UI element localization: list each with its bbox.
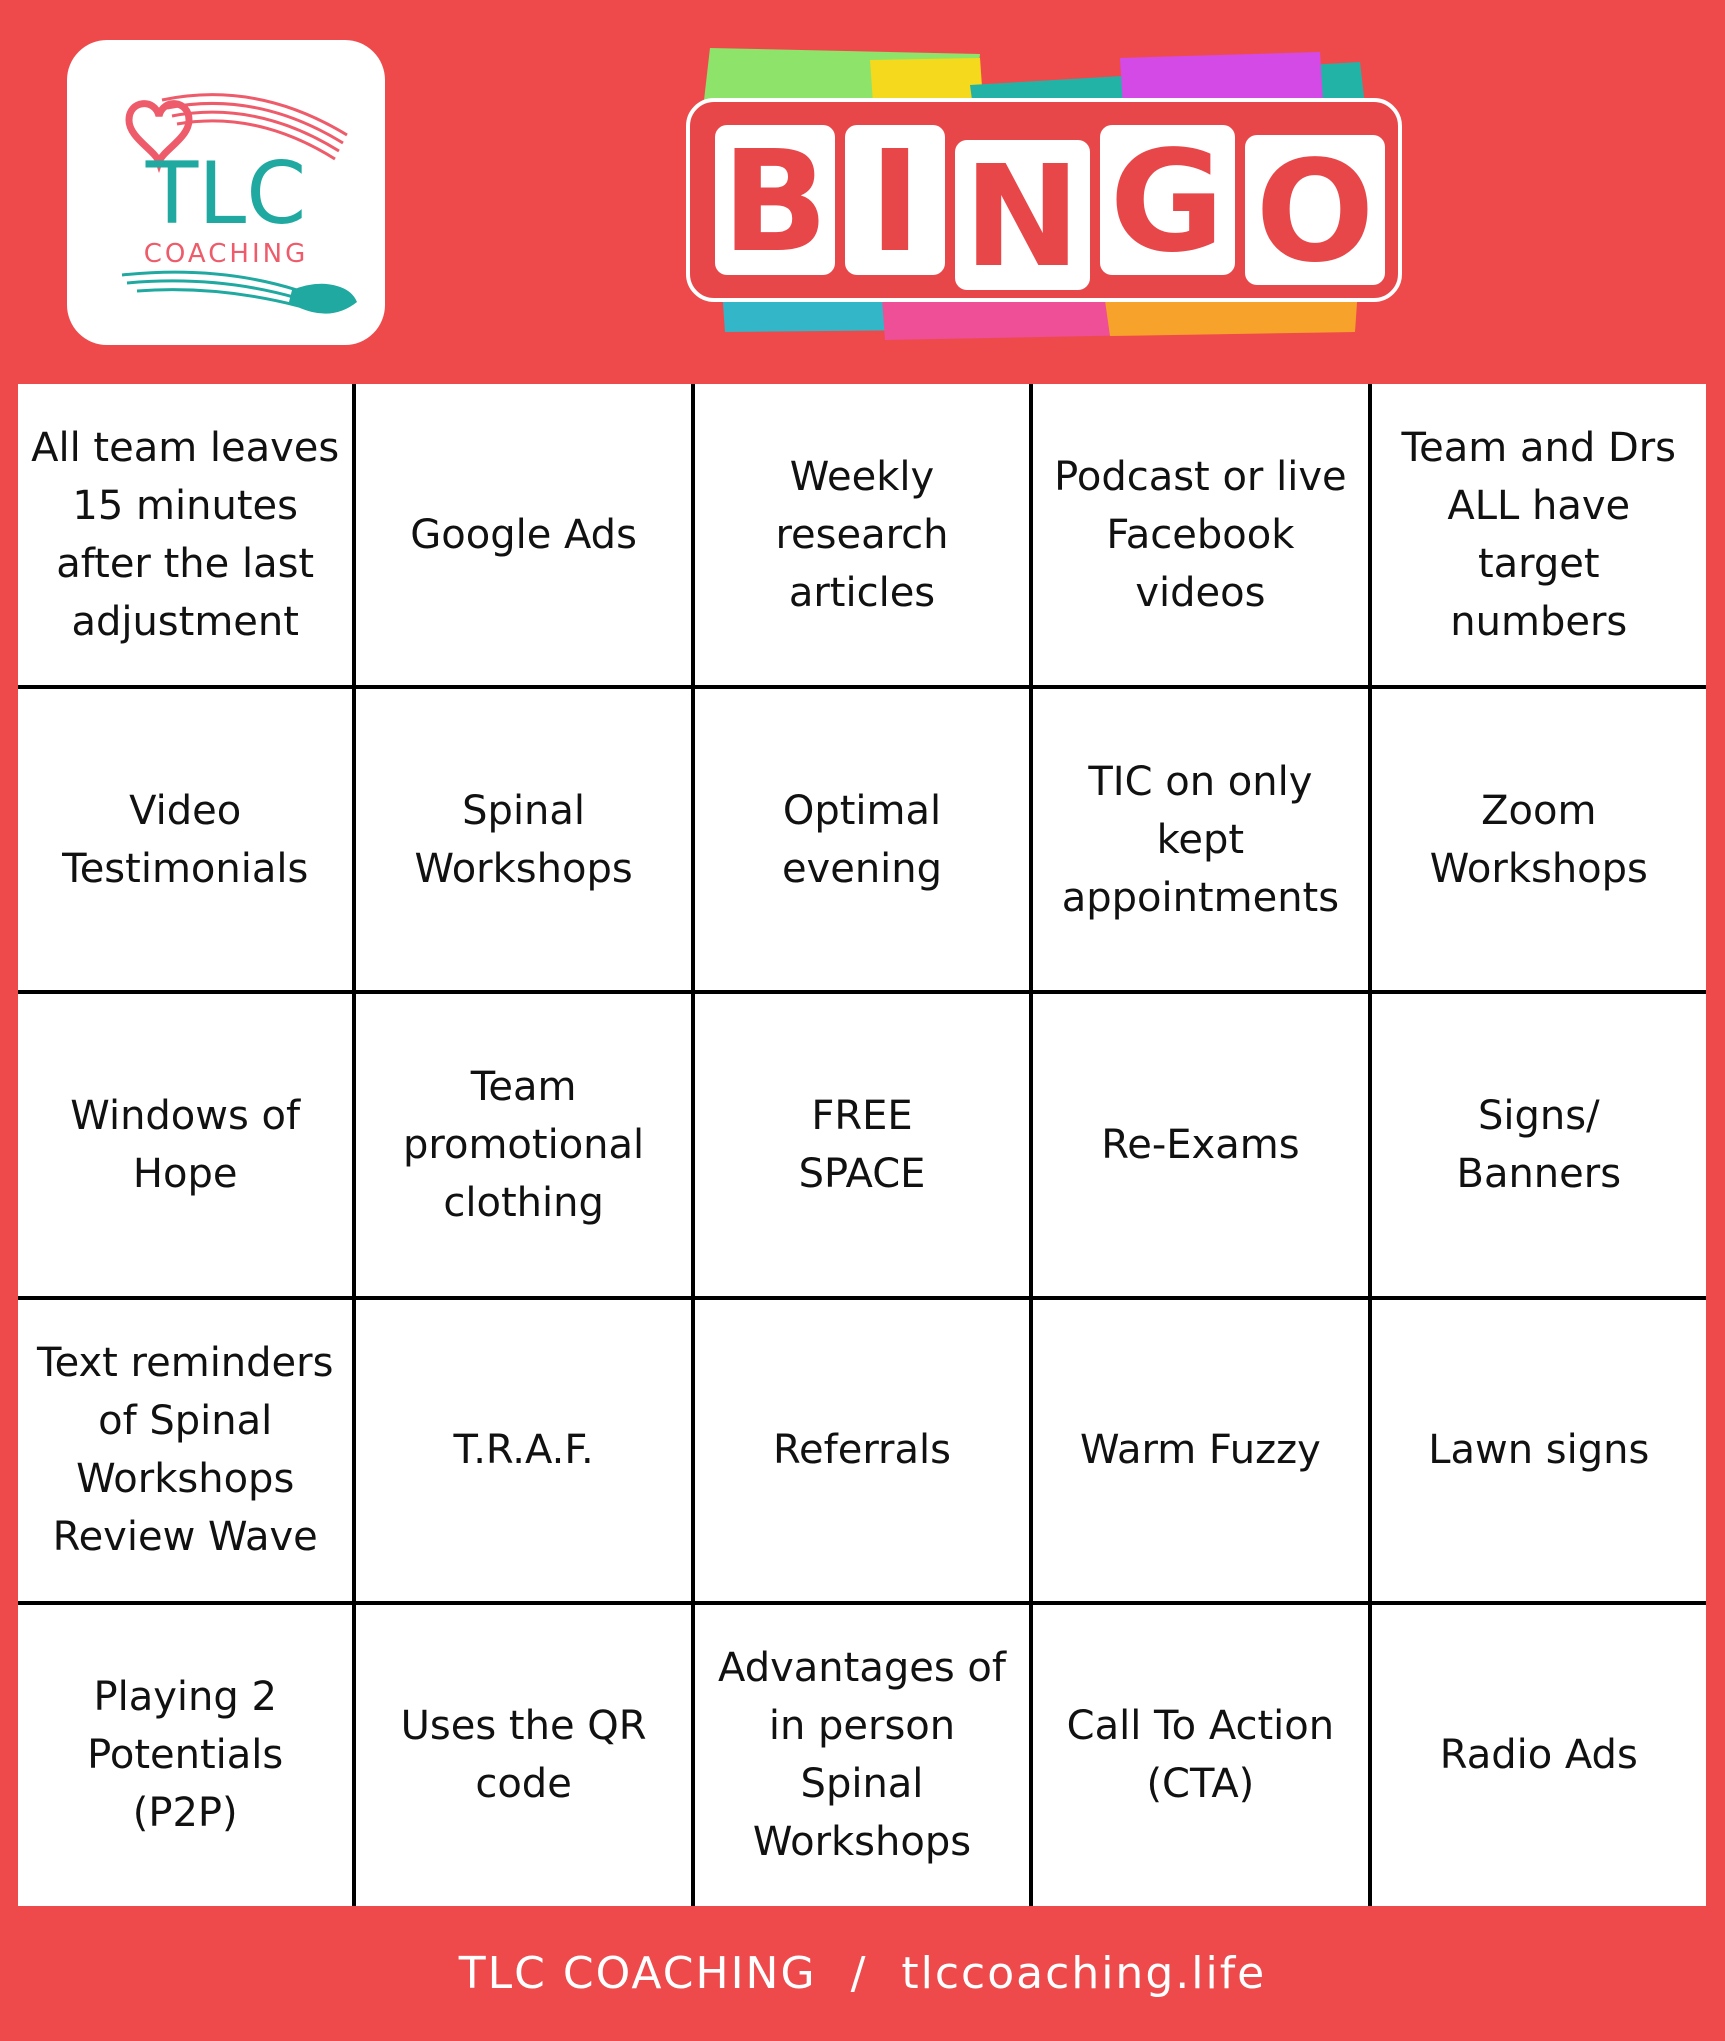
footer-url-link[interactable]: tlccoaching.life — [901, 1948, 1267, 1999]
bingo-cell[interactable]: Podcast or live Facebook videos — [1033, 384, 1367, 685]
bingo-cell[interactable]: Lawn signs — [1372, 1300, 1706, 1601]
bingo-board — [18, 384, 1706, 1906]
bingo-cell[interactable]: Signs/ Banners — [1372, 994, 1706, 1295]
letter-b: B — [721, 121, 829, 284]
bingo-cell[interactable]: Re-Exams — [1033, 994, 1367, 1295]
bingo-cell[interactable]: Team and Drs ALL have target numbers — [1372, 384, 1706, 685]
letter-o: O — [1255, 131, 1375, 294]
bingo-cell[interactable]: Windows of Hope — [18, 994, 352, 1295]
bingo-cell[interactable]: TIC on only kept appointments — [1033, 689, 1367, 990]
bingo-cell[interactable]: Team promotional clothing — [356, 994, 690, 1295]
footer-brand: TLC COACHING — [458, 1948, 817, 1999]
bingo-cell[interactable]: Radio Ads — [1372, 1605, 1706, 1906]
bingo-cell[interactable]: All team leaves 15 minutes after the last adjustment — [18, 384, 352, 685]
footer — [0, 1906, 1725, 2041]
bingo-cell[interactable]: Optimal evening — [695, 689, 1029, 990]
bingo-title — [680, 40, 1410, 340]
bingo-cell[interactable]: Warm Fuzzy — [1033, 1300, 1367, 1601]
bingo-title-graphic — [680, 40, 1410, 340]
bingo-cell[interactable]: Text reminders of Spinal Workshops Review Wave — [18, 1300, 352, 1601]
bingo-cell[interactable]: T.R.A.F. — [356, 1300, 690, 1601]
letter-g: G — [1109, 121, 1225, 284]
tlc-coaching-logo-graphic — [67, 40, 385, 345]
bingo-cell[interactable]: Weekly research articles — [695, 384, 1029, 685]
bingo-cell[interactable]: Google Ads — [356, 384, 690, 685]
footer-separator: / — [850, 1948, 868, 1999]
bingo-cell[interactable]: Call To Action (CTA) — [1033, 1605, 1367, 1906]
bingo-cell[interactable]: Video Testimonials — [18, 689, 352, 990]
hand-icon — [289, 284, 357, 314]
bingo-letters — [715, 121, 1385, 299]
logo-brand-text: TLC — [145, 144, 307, 244]
bingo-cell[interactable]: Zoom Workshops — [1372, 689, 1706, 990]
tlc-coaching-logo — [67, 40, 385, 345]
bingo-cell[interactable]: Advantages of in person Spinal Workshops — [695, 1605, 1029, 1906]
free-space-cell[interactable]: FREE SPACE — [695, 994, 1029, 1295]
bingo-cell[interactable]: Playing 2 Potentials (P2P) — [18, 1605, 352, 1906]
bingo-cell[interactable]: Uses the QR code — [356, 1605, 690, 1906]
bingo-cell[interactable]: Spinal Workshops — [356, 689, 690, 990]
bingo-cell[interactable]: Referrals — [695, 1300, 1029, 1601]
letter-n: N — [963, 136, 1081, 299]
letter-i: I — [868, 121, 922, 284]
teal-swoosh-lines — [122, 272, 299, 306]
logo-subtitle-text: COACHING — [143, 239, 309, 269]
